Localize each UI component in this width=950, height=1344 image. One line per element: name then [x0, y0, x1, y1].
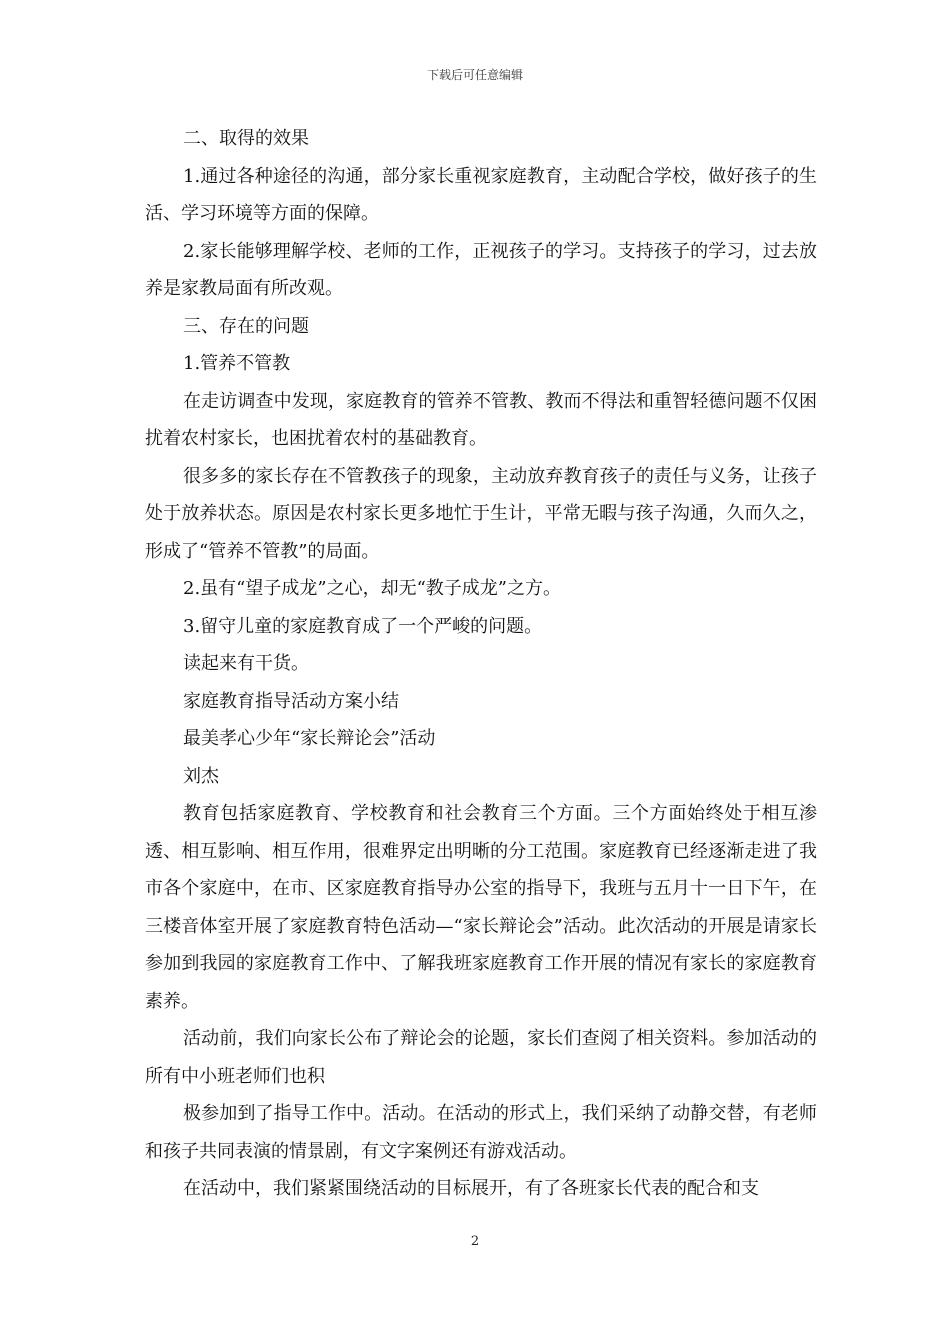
paragraph: 读起来有干货。 [183, 653, 309, 674]
paragraph: 在活动中，我们紧紧围绕活动的目标展开，有了各班家长代表的配合和支 [183, 1178, 759, 1199]
paragraph: 极参加到了指导工作中。活动。在活动的形式上，我们采纳了动静交替，有老师和孩子共同表演的情景剧，有文字案例还有游戏活动。 [145, 1103, 817, 1162]
document-body [145, 120, 817, 1208]
section-heading: 三、存在的问题 [183, 315, 309, 337]
article-subtitle: 最美孝心少年“家长辩论会”活动 [183, 728, 436, 749]
page-number: 2 [470, 1234, 480, 1249]
paragraph: 3.留守儿童的家庭教育成了一个严峻的问题。 [183, 615, 543, 637]
author-name: 刘杰 [183, 765, 219, 787]
subheading: 1.管养不管教 [183, 353, 291, 374]
paragraph: 活动前，我们向家长公布了辩论会的论题，家长们查阅了相关资料。参加活动的所有中小班老师们也积 [145, 1028, 817, 1087]
paragraph: 很多多的家长存在不管教孩子的现象，主动放弃教育孩子的责任与义务，让孩子处于放养状态。原因是农村家长更多地忙于生计，平常无暇与孩子沟通，久而久之，形成了“管养不管教”的局面。 [145, 465, 817, 562]
paragraph: 1.通过各种途径的沟通，部分家长重视家庭教育，主动配合学校，做好孩子的生活、学习环境等方面的保障。 [145, 165, 817, 224]
paragraph: 2.虽有“望子成龙”之心，却无“教子成龙”之方。 [183, 578, 561, 599]
paragraph: 2.家长能够理解学校、老师的工作，正视孩子的学习。支持孩子的学习，过去放养是家教局面有所改观。 [145, 240, 817, 299]
section-heading: 二、取得的效果 [183, 128, 309, 149]
page-header: 下载后可任意编辑 [426, 68, 523, 82]
paragraph: 在走访调查中发现，家庭教育的管养不管教、教而不得法和重智轻德问题不仅困扰着农村家长，也困扰着农村的基础教育。 [145, 390, 817, 449]
article-title: 家庭教育指导活动方案小结 [183, 690, 399, 712]
paragraph: 教育包括家庭教育、学校教育和社会教育三个方面。三个方面始终处于相互渗透、相互影响、相互作用，很难界定出明晰的分工范围。家庭教育已经逐渐走进了我市各个家庭中，在市、区家庭教育指导办公室的指导下，我班与五月十一日下午，在三楼音体室开展了家庭教育特色活动—“家长辩论会”活动。此次活动的开展是请家长参加到我园的家庭教育工作中、了解我班家庭教育工作开展的情况有家长的家庭教育素养。 [145, 803, 817, 1012]
